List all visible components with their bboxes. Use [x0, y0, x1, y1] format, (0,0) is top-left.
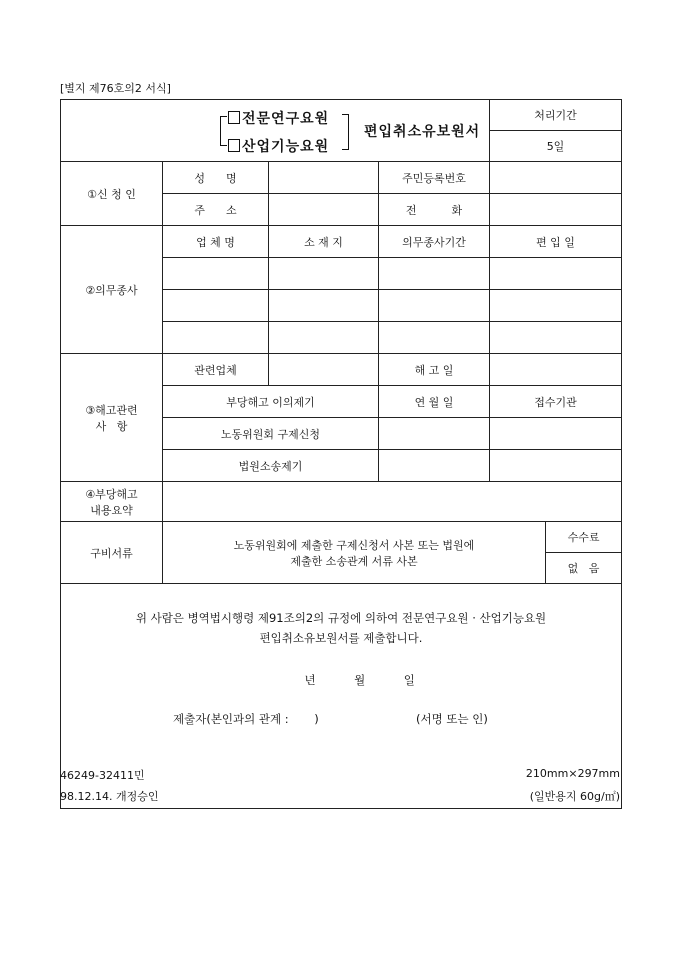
processing-period-label: 처리기간: [490, 100, 622, 131]
duty-header-period: 의무종사기간: [379, 226, 490, 258]
day-label: 일: [403, 673, 415, 687]
declaration-line-1: 위 사람은 병역법시행령 제91조의2의 규정에 의하여 전문연구요원 · 산업기능요원: [135, 611, 547, 625]
title-cell: [61, 100, 490, 162]
checkbox-research-agent[interactable]: [228, 111, 240, 124]
seal-label: (서명 또는 인): [416, 712, 488, 726]
duty-row-2-location[interactable]: [269, 290, 379, 322]
option-research-agent: 전문연구요원: [228, 108, 329, 128]
objection-date-label: 연 월 일: [379, 386, 490, 418]
lawsuit-date-field[interactable]: [379, 450, 490, 482]
lawsuit-label: 법원소송제기: [163, 450, 379, 482]
bracket-left: [220, 116, 227, 146]
related-company-field[interactable]: [269, 354, 379, 386]
applicant-section: ①신 청 인: [61, 162, 163, 226]
dismiss-date-field[interactable]: [490, 354, 622, 386]
duty-section: ②의무종사: [61, 226, 163, 354]
duty-row-1-period[interactable]: [379, 258, 490, 290]
lawsuit-agency-field[interactable]: [490, 450, 622, 482]
submitter-label: 제출자(본인과의 관계 : ): [173, 712, 319, 726]
application-form: [60, 99, 622, 809]
bracket-right: [342, 114, 349, 150]
month-label: 월: [354, 673, 366, 687]
summary-field[interactable]: [163, 482, 622, 522]
labor-commission-label: 노동위원회 구제신청: [163, 418, 379, 450]
duty-header-location: 소 재 지: [269, 226, 379, 258]
related-company-label: 관련업체: [163, 354, 269, 386]
duty-row-3-company[interactable]: [163, 322, 269, 354]
duty-row-1-date[interactable]: [490, 258, 622, 290]
agency-label: 접수기관: [490, 386, 622, 418]
duty-row-3-period[interactable]: [379, 322, 490, 354]
checkbox-industrial-agent[interactable]: [228, 139, 240, 152]
duty-row-2-date[interactable]: [490, 290, 622, 322]
form-note: [별지 제76호의2 서식]: [60, 82, 171, 95]
address-field[interactable]: [269, 194, 379, 226]
processing-period-value: 5일: [490, 131, 622, 162]
dismiss-date-label: 해 고 일: [379, 354, 490, 386]
documents-section: 구비서류: [61, 522, 163, 584]
fee-value: 없 음: [546, 553, 622, 584]
option-industrial-agent: 산업기능요원: [228, 136, 329, 156]
name-field[interactable]: [269, 162, 379, 194]
form-title: 편입취소유보원서: [364, 124, 481, 140]
duty-header-company: 업 체 명: [163, 226, 269, 258]
duty-row-1-location[interactable]: [269, 258, 379, 290]
declaration-line-2: 편입취소유보원서를 제출합니다.: [259, 631, 423, 645]
fee-label: 수수료: [546, 522, 622, 553]
labor-commission-date-field[interactable]: [379, 418, 490, 450]
documents-text: 노동위원회에 제출한 구제신청서 사본 또는 법원에 제출한 소송관계 서류 사본: [163, 522, 546, 584]
paper-size: 210mm×297mm: [525, 767, 620, 780]
duty-row-3-location[interactable]: [269, 322, 379, 354]
duty-row-3-date[interactable]: [490, 322, 622, 354]
phone-label: 전 화: [379, 194, 490, 226]
form-code: 46249-32411민: [60, 769, 145, 782]
duty-row-1-company[interactable]: [163, 258, 269, 290]
objection-label: 부당해고 이의제기: [163, 386, 379, 418]
paper-type: (일반용지 60g/㎡): [529, 790, 620, 803]
year-label: 년: [304, 673, 316, 687]
duty-row-2-company[interactable]: [163, 290, 269, 322]
address-label: 주 소: [163, 194, 269, 226]
phone-field[interactable]: [490, 194, 622, 226]
name-label: 성 명: [163, 162, 269, 194]
summary-section: ④부당해고 내용요약: [61, 482, 163, 522]
duty-header-enlist-date: 편 입 일: [490, 226, 622, 258]
dismissal-section: ③해고관련 사 항: [61, 354, 163, 482]
duty-row-2-period[interactable]: [379, 290, 490, 322]
date-line: [287, 672, 432, 688]
approval-date: 98.12.14. 개정승인: [60, 790, 159, 803]
rrn-field[interactable]: [490, 162, 622, 194]
labor-commission-agency-field[interactable]: [490, 418, 622, 450]
rrn-label: 주민등록번호: [379, 162, 490, 194]
